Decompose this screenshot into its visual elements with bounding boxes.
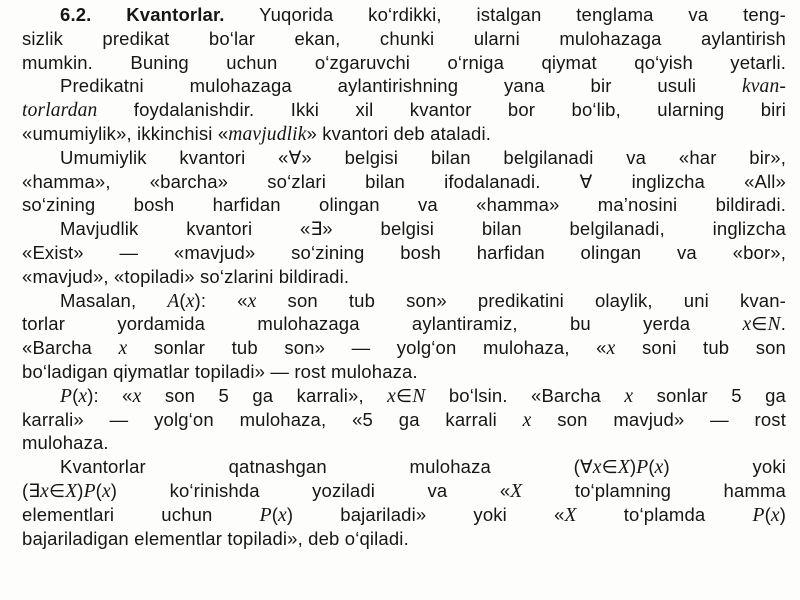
text-run: ( [72,384,79,406]
text-run: soni tub son [615,337,786,359]
text-run: Yuqorida ko‘rdikki, istalgan tenglama va teng- [224,4,786,25]
text-line [22,312,786,336]
text-run: ) yoki [663,456,786,478]
math-symbol: x [522,409,532,431]
text-line [22,27,786,51]
text-run: son 5 ga karrali», [141,384,388,406]
math-symbol: P [60,385,73,407]
text-run: ∈ [395,384,413,406]
text-run: elementlari uchun [22,503,260,525]
math-symbol: x [592,457,602,479]
math-symbol: x [606,338,616,360]
text-line [22,431,786,455]
text-line [22,265,786,289]
text-run: son tub son» predikatini olaylik, uni kvan- [256,289,786,311]
math-symbol: X [564,504,577,526]
math-symbol: N [767,314,781,336]
math-symbol: x [742,314,752,336]
text-run: Masalan, [60,289,168,311]
text-run: to‘plamning hamma [522,479,786,501]
text-run: «Barcha [22,337,119,359]
text-run: so‘zining bosh harfidan olingan va «hamma» ma’nosini bildiradi. [22,194,786,216]
text-run: bo‘lsin. «Barcha [425,384,625,406]
text-line [22,217,786,241]
text-run: Umumiylik kvantori «∀» belgisi bilan belgilanadi va «har bir», [60,146,786,168]
text-line [22,74,786,98]
text-run: ( [764,503,771,525]
math-symbol: x [185,290,195,312]
math-symbol: mavjudlik [228,123,307,145]
text-run: son mavjud» — rost [531,408,786,430]
text-line [22,455,786,479]
text-run: ): « [87,384,133,406]
math-symbol: kvan- [741,76,786,98]
text-run: bajariladigan elementlar topiladi», deb o‘qiladi. [22,527,409,549]
text-run: to‘plamda [576,503,753,525]
text-run: ( [648,456,655,478]
math-symbol: x [101,480,111,502]
text-run: «mavjud», «topiladi» so‘zlarini bildiradi. [22,265,350,287]
math-symbol: X [510,480,523,502]
math-symbol: x [387,385,396,407]
text-run: ) ko‘rinishda yoziladi va « [110,479,511,501]
math-symbol: A [167,290,180,312]
text-run: ( [271,503,278,525]
text-run: ) [629,456,637,478]
text-run: Kvantorlar qatnashgan mulohaza (∀ [60,456,593,478]
math-symbol: x [118,338,128,360]
text-line [22,479,786,503]
text-line [22,503,786,527]
text-run: Predikatni mulohazaga aylantirishning yana bir usuli [60,75,742,97]
text-run: ∈ [601,456,618,478]
text-run: sonlar 5 ga [633,384,786,406]
text-run: (∃ [22,479,41,501]
text-run: mumkin. Buning uchun o‘zgaruvchi o‘rniga qiymat qo‘yish yetarli. [22,51,786,73]
math-symbol: torlardan [22,100,98,122]
math-symbol: N [412,385,426,407]
text-line [22,241,786,265]
text-line [22,146,786,170]
text-line [22,122,786,146]
text-line [22,170,786,194]
math-symbol: x [770,504,780,526]
text-line [22,527,786,551]
text-run: Mavjudlik kvantori «∃» belgisi bilan belgilanadi, inglizcha [60,218,786,240]
math-symbol: x [132,385,142,407]
math-symbol: X [65,480,78,502]
text-line [22,3,786,27]
text-line [22,408,786,432]
text-run: sonlar tub son» — yolg‘on mulohaza, « [127,337,607,359]
text-run: karrali» — yolg‘on mulohaza, «5 ga karrali [22,408,523,430]
math-symbol: x [78,385,88,407]
text-line [22,193,786,217]
section-number: 6.2. [60,4,127,25]
text-line [22,384,786,408]
math-symbol: x [247,290,257,312]
text-run: ( [95,479,102,501]
text-run: «hamma», «barcha» so‘zlari bilan ifodalanadi. ∀ inglizcha «All» [22,170,786,192]
text-run: ) [77,479,84,501]
text-run: sizlik predikat bo‘lar ekan, chunki ularni mulohazaga aylantirish [22,27,786,49]
text-run: » kvantori deb ataladi. [306,122,492,144]
text-run: . [780,313,786,335]
text-run: ∈ [48,479,66,501]
math-symbol: x [40,480,49,502]
text-run: «umumiylik», ikkinchisi « [22,122,229,144]
text-run: ) [779,503,786,525]
text-run: torlar yordamida mulohazaga aylantiramiz, bu yerda [22,313,743,335]
text-run: ): « [194,289,248,311]
text-run: bo‘ladigan qiymatlar topiladi» — rost mulohaza. [22,360,418,382]
section-title: Kvantorlar. [126,4,225,25]
math-symbol: x [278,504,287,526]
math-symbol: X [617,457,630,479]
text-run: ∈ [751,313,768,335]
math-symbol: P [752,504,765,526]
text-line [22,289,786,313]
math-symbol: x [624,385,634,407]
text-run: ) bajariladi» yoki « [286,503,565,525]
text-run: foydalanishdir. Ikki xil kvantor bor bo‘lib, ularning biri [97,99,786,121]
text-line [22,51,786,75]
math-symbol: P [83,480,96,502]
text-line [22,360,786,384]
text-line [22,336,786,360]
text-line [22,98,786,122]
text-run: mulohaza. [22,432,109,454]
math-symbol: P [636,457,649,479]
text-run: ( [179,289,186,311]
text-run: «Exist» — «mavjud» so‘zining bosh harfidan olingan va «bor», [22,241,786,263]
math-symbol: x [654,457,664,479]
text-body [22,3,786,550]
math-symbol: P [259,504,272,526]
